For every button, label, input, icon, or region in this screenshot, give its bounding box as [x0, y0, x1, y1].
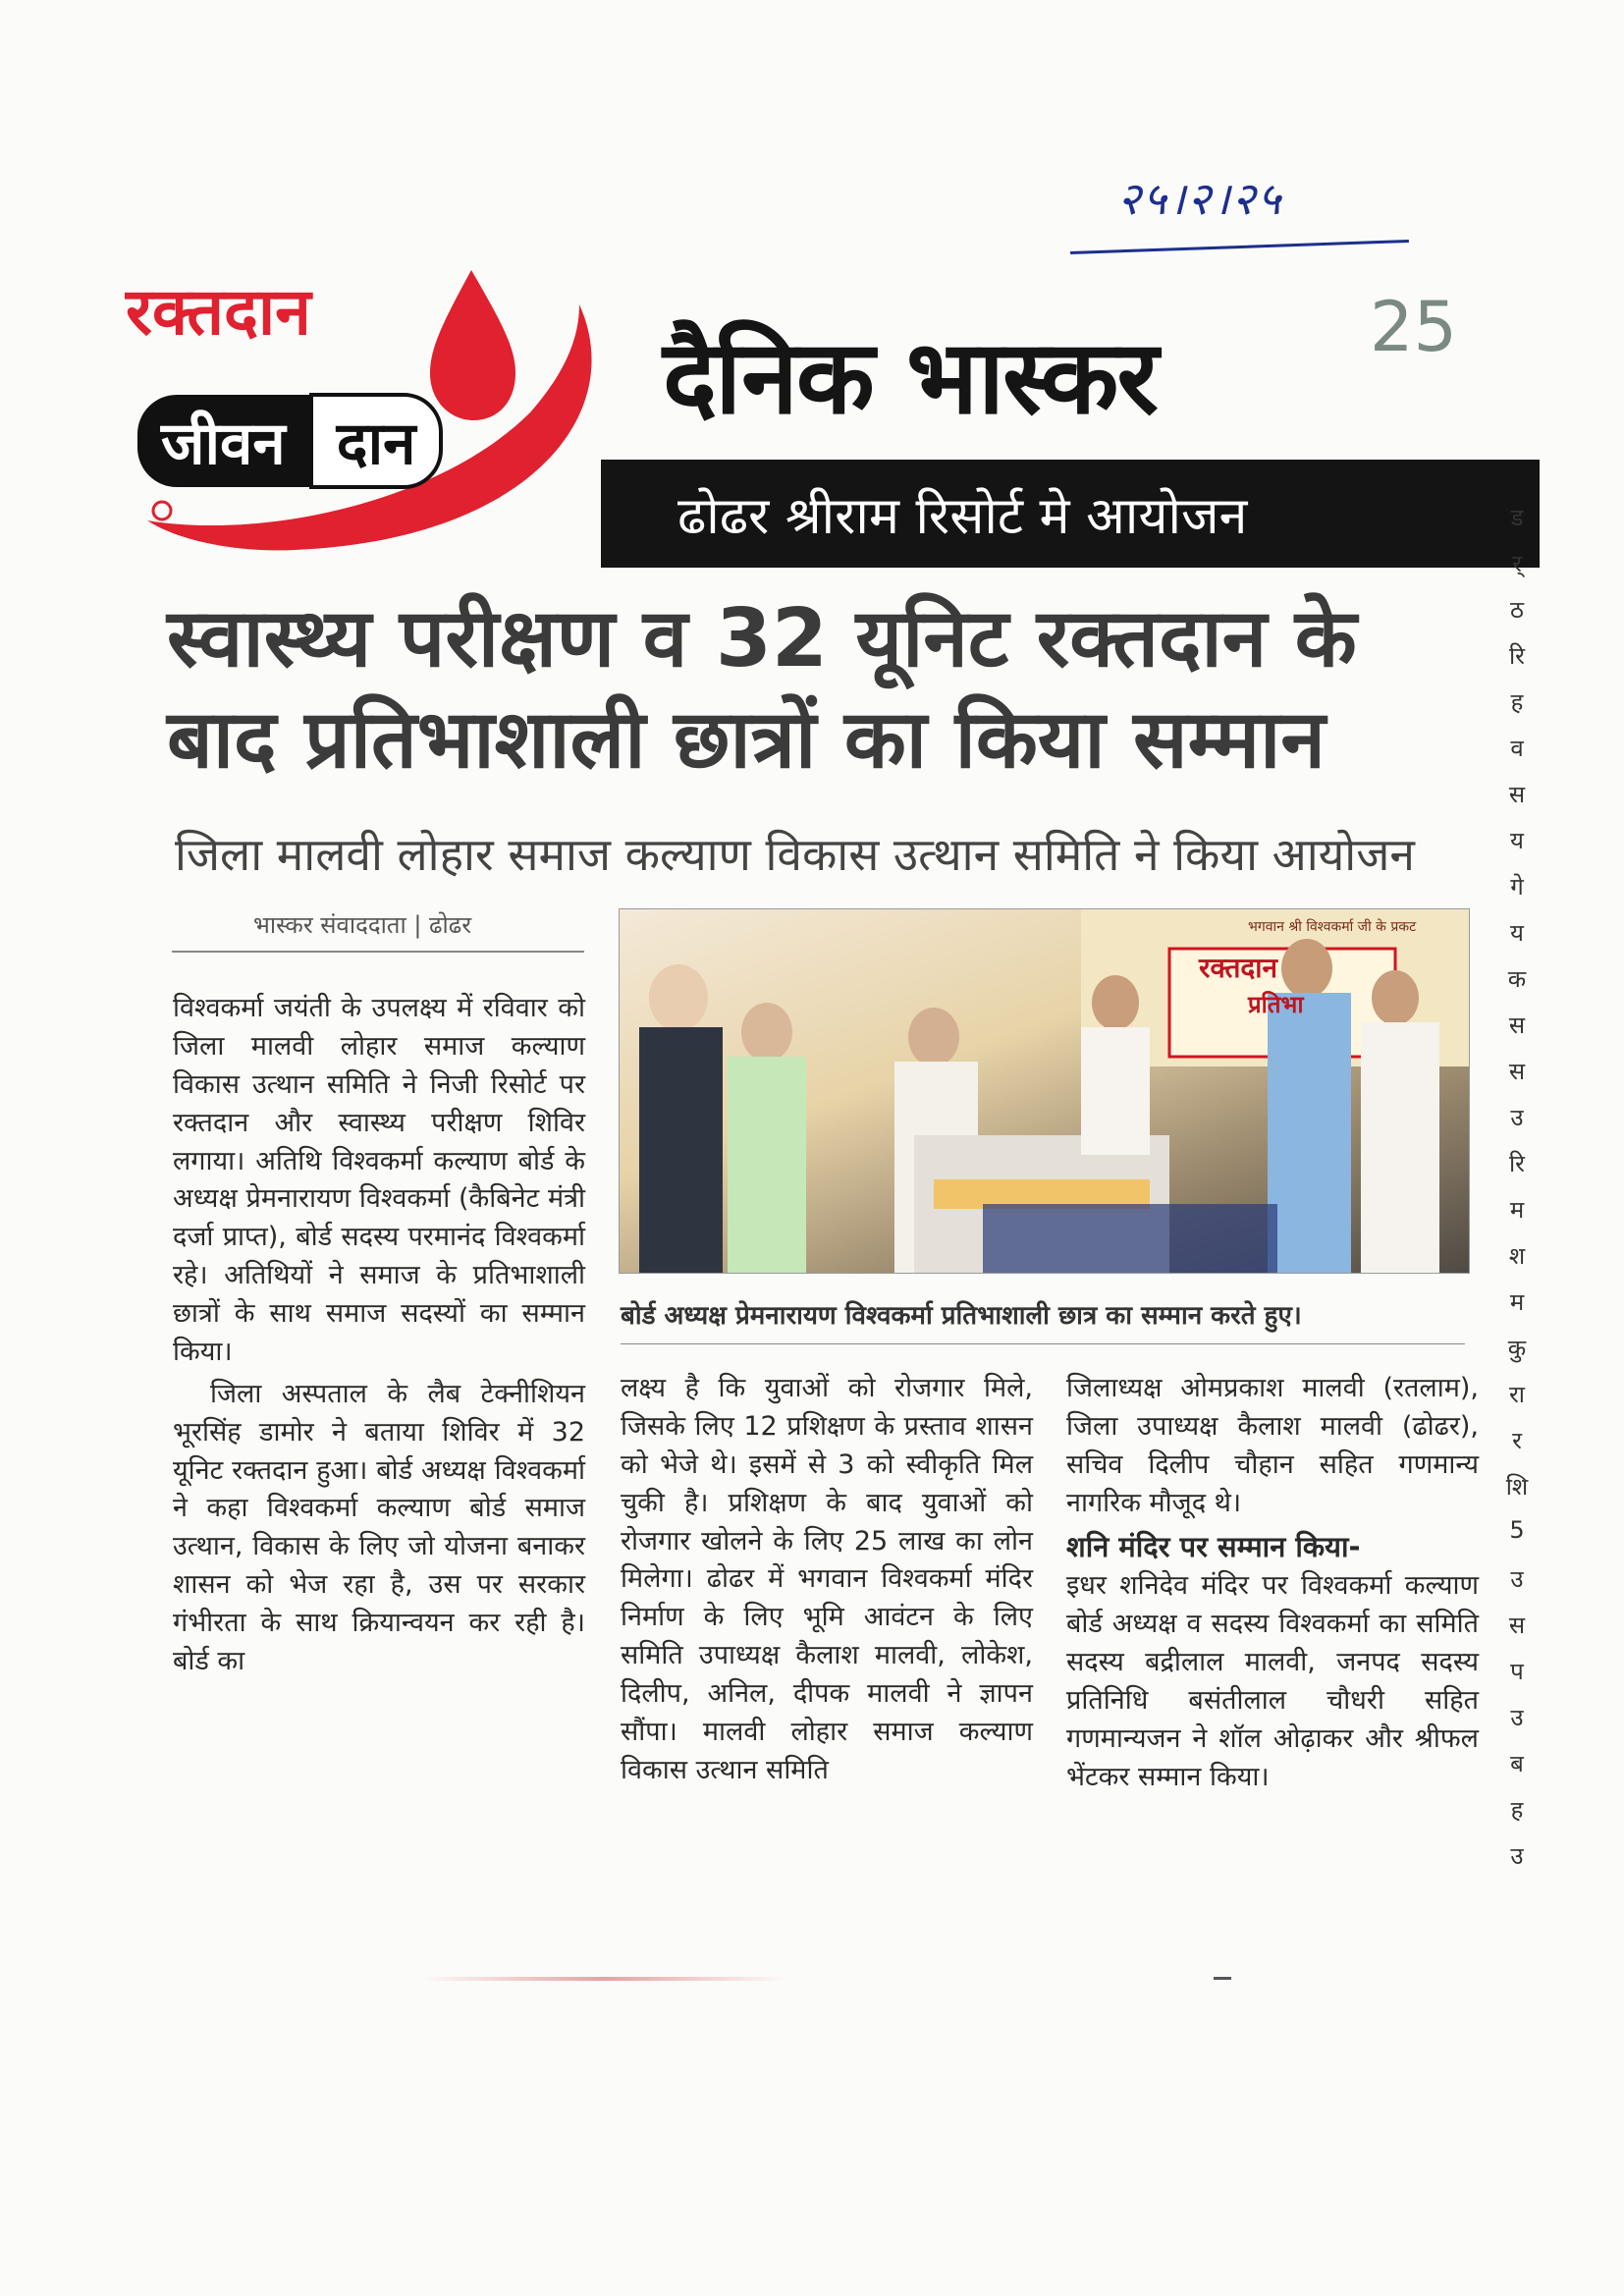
photo-illustration	[620, 909, 1469, 1273]
byline-rule	[172, 951, 584, 953]
photo-banner-top: भगवान श्री विश्वकर्मा जी के प्रकट	[1248, 919, 1417, 935]
byline: भास्कर संवाददाता | ढोढर	[253, 911, 472, 939]
cropped-edge-char: य	[1510, 919, 1524, 947]
cropped-edge-char: म	[1509, 1196, 1525, 1224]
cropped-edge-char: म	[1509, 1288, 1525, 1316]
cropped-edge-char: ह	[1510, 1796, 1524, 1824]
cropped-edge-char: 5	[1509, 1516, 1525, 1544]
article-column-1	[173, 990, 585, 1685]
cropped-adjacent-column	[1505, 501, 1535, 1886]
photo-banner-sub: प्रतिभा	[1248, 991, 1304, 1018]
column-3-paragraph-2: इधर शनिदेव मंदिर पर विश्वकर्मा कल्याण बोर्ड अध्यक्ष व सदस्य विश्वकर्मा का समिति सदस्य बद्रीलाल मालवी, जनपद सदस्य प्रतिनिधि बसंतीलाल चौधरी सहित गणमान्यजन ने शॉल ओढ़ाकर और श्रीफल भेंटकर सम्मान किया।	[1066, 1570, 1479, 1792]
cut-mark-small	[1214, 1977, 1231, 1980]
newspaper-masthead: दैनिक भास्कर	[663, 317, 1157, 437]
headline-line-2: बाद प्रतिभाशाली छात्रों का किया सम्मान	[167, 692, 1326, 787]
cropped-edge-char: स	[1508, 1058, 1526, 1085]
headline	[167, 589, 1443, 791]
column-1-paragraph-2: जिला अस्पताल के लैब टेक्नीशियन भूरसिंह डामोर ने बताया शिविर में 32 यूनिट रक्तदान हुआ। बोर्ड अध्यक्ष विश्वकर्मा ने कहा विश्वकर्मा कल्याण बोर्ड समाज उत्थान, विकास के लिए जो योजना बनाकर शासन को भेज रहा है, उस पर सरकार गंभीरता के साथ क्रियान्वयन कर रही है। बोर्ड का	[173, 1378, 585, 1676]
kicker-text: ढोढर श्रीराम रिसोर्ट मे आयोजन	[677, 486, 1248, 546]
cropped-edge-char: उ	[1510, 1842, 1524, 1870]
handwritten-date: २५।२।२५	[1117, 172, 1283, 225]
column-3-subhead: शनि मंदिर पर सम्मान किया-	[1066, 1529, 1361, 1563]
column-3-paragraph-1: जिलाध्यक्ष ओमप्रकाश मालवी (रतलाम), जिला उपाध्यक्ष कैलाश मालवी (ढोढर), सचिव दिलीप चौहान सहित गणमान्य नागरिक मौजूद थे।	[1066, 1373, 1479, 1518]
cropped-edge-char: स	[1508, 781, 1526, 808]
cropped-edge-char: उ	[1510, 1565, 1524, 1593]
logo-badge-left: जीवन	[137, 395, 309, 487]
cropped-edge-char: रा	[1508, 1381, 1526, 1408]
cropped-edge-char: र	[1512, 1427, 1522, 1454]
cropped-edge-char: व	[1510, 735, 1524, 762]
cropped-edge-char: शि	[1505, 1473, 1529, 1501]
logo-title: रक्तदान	[126, 274, 311, 350]
photo-banner-title: रक्तदान	[1199, 952, 1278, 984]
caption-rule	[621, 1343, 1465, 1344]
cropped-edge-char: ड	[1510, 504, 1524, 531]
cropped-edge-char: प	[1510, 1658, 1524, 1685]
subheadline: जिला मालवी लोहार समाज कल्याण विकास उत्थान समिति ने किया आयोजन	[175, 828, 1415, 881]
cropped-edge-char: गे	[1510, 873, 1524, 901]
cropped-edge-char: ब	[1510, 1750, 1524, 1777]
cropped-edge-char: ह	[1510, 688, 1524, 716]
cropped-edge-char: उ	[1510, 1104, 1524, 1131]
cropped-edge-char: उ	[1510, 1704, 1524, 1731]
photo-caption: बोर्ड अध्यक्ष प्रेमनारायण विश्वकर्मा प्रतिभाशाली छात्र का सम्मान करते हुए।	[621, 1301, 1302, 1331]
cropped-edge-char: र्	[1512, 550, 1522, 577]
column-1-paragraph-1: विश्वकर्मा जयंती के उपलक्ष्य में रविवार को जिला मालवी लोहार समाज कल्याण विकास उत्थान समिति ने निजी रिसोर्ट पर रक्तदान और स्वास्थ्य परीक्षण शिविर लगाया। अतिथि विश्वकर्मा कल्याण बोर्ड के अध्यक्ष प्रेमनारायण विश्वकर्मा (कैबिनेट मंत्री दर्जा प्राप्त), बोर्ड सदस्य परमानंद विश्वकर्मा रहे। अतिथियों ने समाज के प्रतिभाशाली छात्रों के साथ समाज सदस्यों का सम्मान किया।	[173, 993, 585, 1367]
kicker-bar	[601, 460, 1540, 568]
raktdaan-logo	[118, 246, 628, 579]
cropped-edge-char: रि	[1508, 642, 1526, 670]
cropped-edge-char: य	[1510, 827, 1524, 854]
event-photo	[619, 908, 1470, 1274]
article-column-3	[1066, 1370, 1479, 1801]
logo-badge-right: दान	[309, 393, 444, 489]
page-number: 25	[1370, 287, 1458, 367]
logo-badge	[137, 393, 443, 489]
cropped-edge-char: क	[1507, 965, 1527, 993]
cut-mark	[422, 1977, 785, 1981]
cropped-edge-char: कु	[1507, 1335, 1527, 1362]
cropped-edge-char: स	[1508, 1612, 1526, 1639]
handwritten-underline	[1070, 240, 1409, 254]
cropped-edge-char: रि	[1508, 1150, 1526, 1177]
article-column-2: लक्ष्य है कि युवाओं को रोजगार मिले, जिसके लिए 12 प्रशिक्षण के प्रस्ताव शासन को भेजे थे। इसमें से 3 को स्वीकृति मिल चुकी है। प्रशिक्षण के बाद युवाओं को रोजगार खोलने के लिए 25 लाख का लोन मिलेगा। ढोढर में भगवान विश्वकर्मा मंदिर निर्माण के लिए भूमि आवंटन के लिए समिति उपाध्यक्ष कैलाश मालवी, लोकेश, दिलीप, अनिल, दीपक मालवी ने ज्ञापन सौंपा। मालवी लोहार समाज कल्याण विकास उत्थान समिति	[621, 1373, 1033, 1785]
cropped-edge-char: श	[1508, 1242, 1526, 1270]
cropped-edge-char: स	[1508, 1011, 1526, 1039]
cropped-edge-char: ठ	[1510, 596, 1524, 624]
headline-line-1: स्वास्थ्य परीक्षण व 32 यूनिट रक्तदान के	[167, 592, 1357, 685]
